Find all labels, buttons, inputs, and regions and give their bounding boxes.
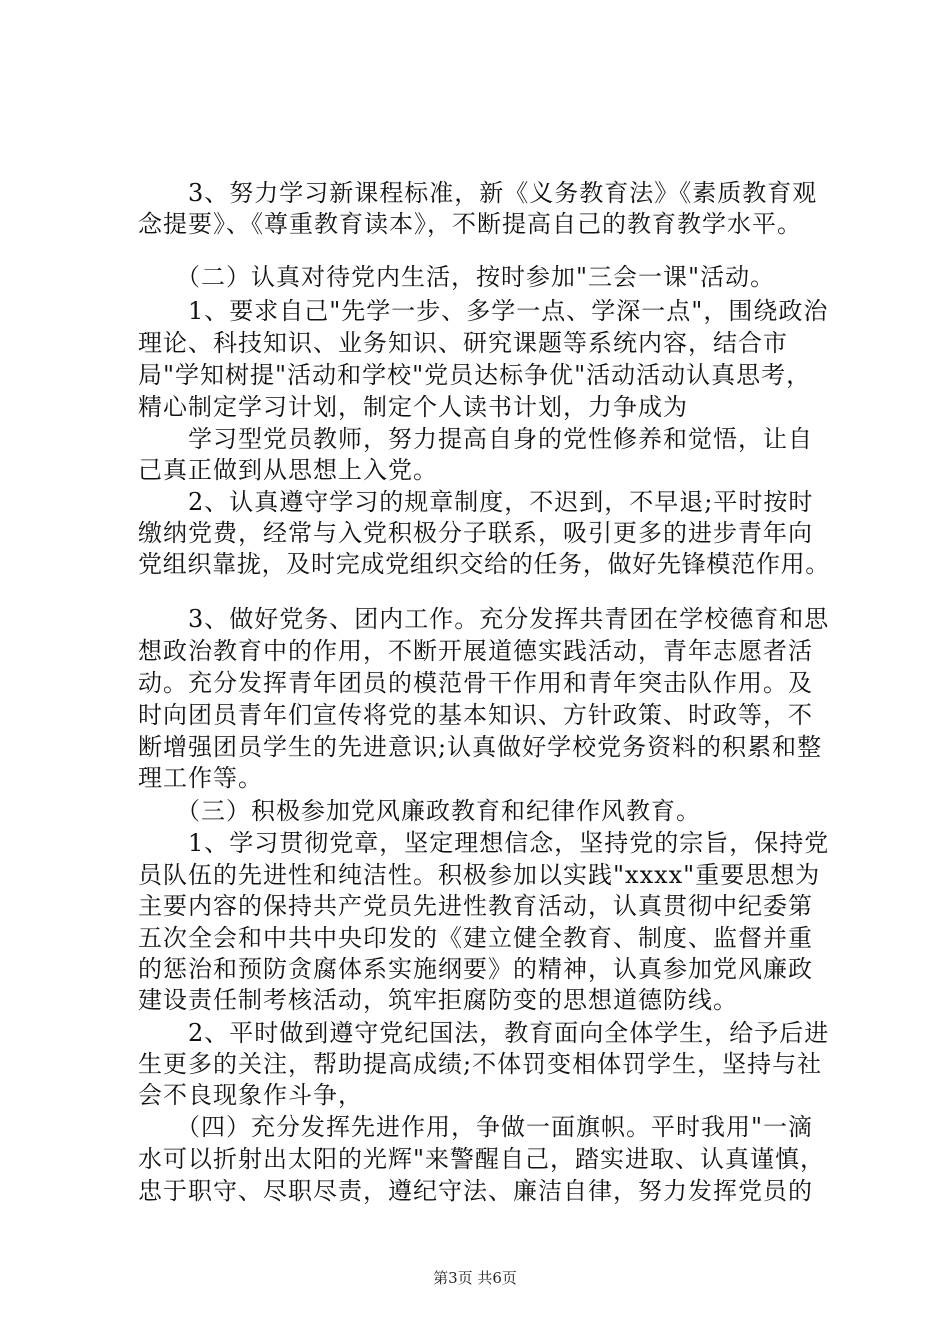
body-line: 忠于职守、尽职尽责，遵纪守法、廉洁自律，努力发挥党员的 (138, 1177, 813, 1205)
body-line: 员队伍的先进性和纯洁性。积极参加以实践"xxxx"重要思想为 (138, 861, 821, 889)
body-line: 局"学知树提"活动和学校"党员达标争优"活动活动认真思考， (138, 361, 812, 389)
body-line: 1、要求自己"先学一步、多学一点、学深一点"，围绕政治 (138, 297, 829, 325)
body-line: 己真正做到从思想上入党。 (138, 456, 438, 484)
body-line: 断增强团员学生的先进意识;认真做好学校党务资料的积累和整 (138, 733, 823, 761)
body-line: 缴纳党费，经常与入党积极分子联系，吸引更多的进步青年向 (138, 519, 813, 547)
body-line: 3、努力学习新课程标准，新《义务教育法》《素质教育观 (138, 179, 818, 207)
body-line: 2、平时做到遵守党纪国法，教育面向全体学生，给予后进 (138, 1019, 830, 1047)
body-line: 主要内容的保持共产党员先进性教育活动，认真贯彻中纪委第 (138, 892, 813, 920)
body-line: 生更多的关注，帮助提高成绩;不体罚变相体罚学生，坚持与社 (138, 1050, 823, 1078)
body-line: 学习型党员教师，努力提高自身的党性修养和觉悟，让自 (138, 425, 813, 453)
body-line: 动。充分发挥青年团员的模范骨干作用和青年突击队作用。及 (138, 669, 813, 697)
body-line: 1、学习贯彻党章，坚定理想信念，坚持党的宗旨，保持党 (138, 829, 830, 857)
section-heading: （三）积极参加党风廉政教育和纪律作风教育。 (138, 797, 701, 825)
body-line: 五次全会和中共中央印发的《建立健全教育、制度、监督并重 (138, 924, 813, 952)
page-number-footer: 第3页 共6页 (433, 1269, 517, 1287)
body-line: 理论、科技知识、业务知识、研究课题等系统内容，结合市 (138, 329, 788, 357)
body-line: 念提要》、《尊重教育读本》，不断提高自己的教育教学水平。 (138, 210, 802, 238)
body-line: 想政治教育中的作用，不断开展道德实践活动，青年志愿者活 (138, 637, 813, 665)
body-line: 时向团员青年们宣传将党的基本知识、方针政策、时政等，不 (138, 701, 813, 729)
body-line: （四）充分发挥先进作用，争做一面旗帜。平时我用"一滴 (138, 1113, 814, 1141)
body-line: 的惩治和预防贪腐体系实施纲要》的精神，认真参加党风廉政 (138, 955, 813, 983)
body-line: 党组织靠拢，及时完成党组织交给的任务，做好先锋模范作用。 (138, 550, 830, 578)
body-line: 3、做好党务、团内工作。充分发挥共青团在学校德育和思 (138, 605, 830, 633)
body-line: 理工作等。 (138, 764, 263, 792)
body-line: 2、认真遵守学习的规章制度，不迟到，不早退;平时按时 (138, 488, 814, 516)
body-line: 建设责任制考核活动，筑牢拒腐防变的思想道德防线。 (138, 986, 738, 1014)
body-line: 精心制定学习计划，制定个人读书计划，力争成为 (138, 393, 688, 421)
body-line: 水可以折射出太阳的光辉"来警醒自己，踏实进取、认真谨慎， (138, 1145, 826, 1173)
body-line: 会不良现象作斗争， (138, 1081, 363, 1109)
section-heading: （二）认真对待党内生活，按时参加"三会一课"活动。 (138, 263, 776, 291)
